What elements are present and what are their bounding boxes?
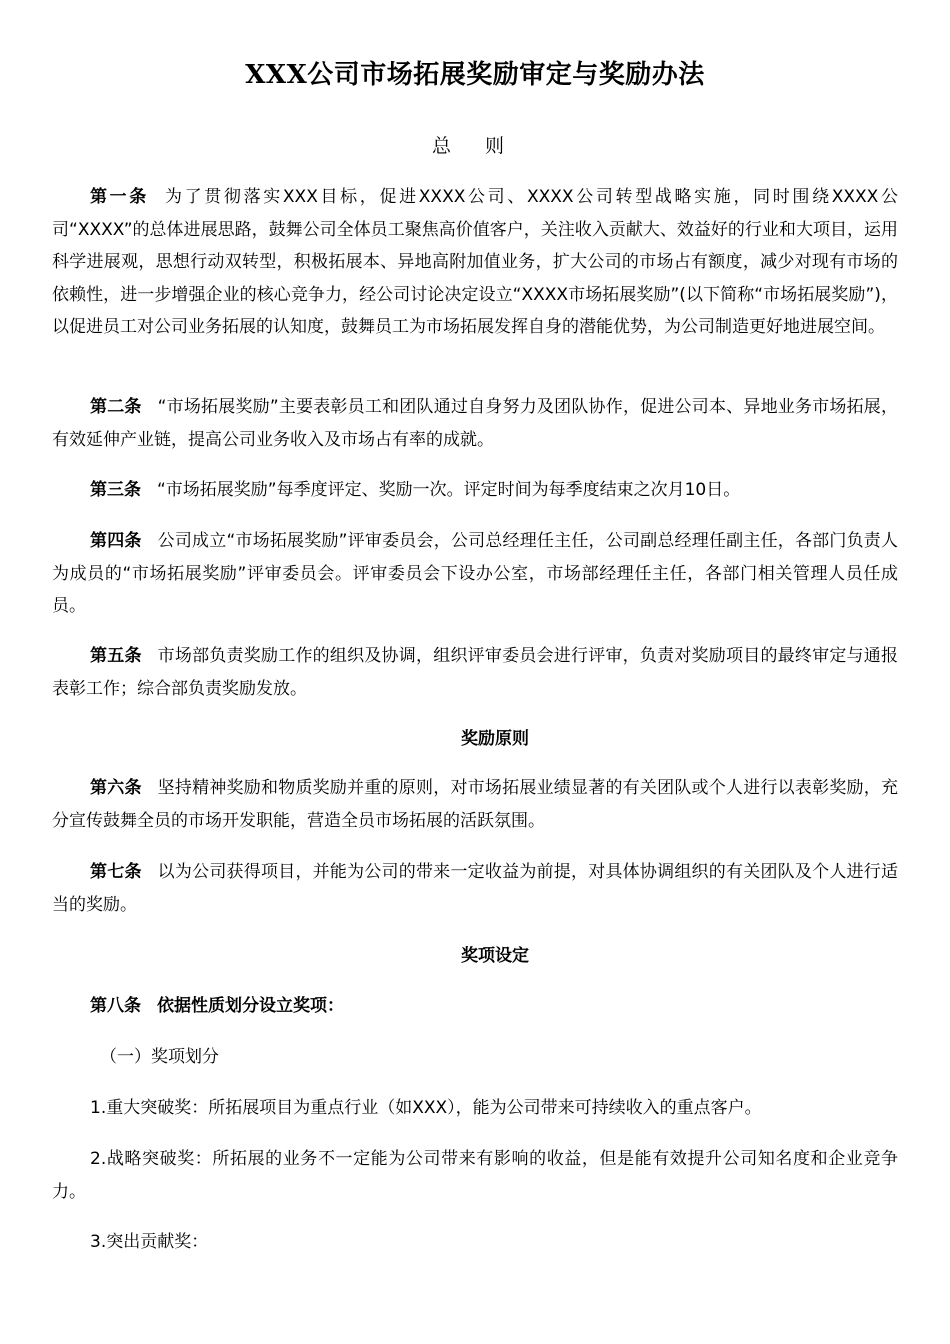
article-text: 以为公司获得项目，并能为公司的带来一定收益为前提，对具体协调组织的有关团队及个人进行适当的奖励。	[52, 862, 899, 915]
document-title: XXX公司市场拓展奖励审定与奖励办法	[245, 60, 705, 90]
article-label: 第四条	[90, 531, 142, 551]
article-2	[52, 391, 898, 456]
article-text: 市场部负责奖励工作的组织及协调，组织评审委员会进行评审，负责对奖励项目的最终审定与通报表彰工作；综合部负责奖励发放。	[52, 646, 899, 699]
article-4	[52, 525, 898, 623]
article-label: 第六条	[90, 778, 142, 798]
award-division-heading: （一）奖项划分	[100, 1047, 219, 1067]
article-5	[52, 640, 898, 705]
article-1	[52, 181, 898, 344]
award-item-1: 1.重大突破奖：所拓展项目为重点行业（如XXX），能为公司带来可持续收入的重点客户。	[90, 1098, 762, 1118]
article-8	[52, 990, 898, 1023]
article-label: 第八条	[90, 996, 141, 1016]
article-label: 第五条	[90, 646, 142, 666]
award-item-3: 3.突出贡献奖：	[90, 1232, 209, 1252]
article-text: 依据性质划分设立奖项：	[157, 996, 344, 1016]
article-text: 坚持精神奖励和物质奖励并重的原则，对市场拓展业绩显著的有关团队或个人进行以表彰奖励，充分宣传鼓舞全员的市场开发职能，营造全员市场拓展的活跃氛围。	[52, 778, 899, 831]
article-label: 第三条	[90, 480, 141, 500]
award-item-2: 2.战略突破奖：所拓展的业务不一定能为公司带来有影响的收益，但是能有效提升公司知名度和企业竞争力。	[52, 1149, 898, 1202]
article-6	[52, 772, 898, 837]
article-7	[52, 856, 898, 921]
article-text: 为了贯彻落实XXX目标，促进XXXX公司、XXXX公司转型战略实施，同时围绕XXXX公司“XXXX”的总体进展思路，鼓舞公司全体员工聚焦高价值客户，关注收入贡献大、效益好的行业和大项目，运用科学进展观，思想行动双转型，积极拓展本、异地高附加值业务，扩大公司的市场占有额度，减少对现有市场的依赖性，进一步增强企业的核心竞争力，经公司讨论决定设立“XXXX市场拓展奖励”(以下简称“市场拓展奖励”)，以促进员工对公司业务拓展的认知度，鼓舞员工为市场拓展发挥自身的潜能优势，为公司制造更好地进展空间。	[52, 187, 898, 337]
article-label: 第七条	[90, 862, 142, 882]
article-text: “市场拓展奖励”主要表彰员工和团队通过自身努力及团队协作，促进公司本、异地业务市场拓展，有效延伸产业链，提高公司业务收入及市场占有率的成就。	[52, 397, 899, 450]
article-label: 第一条	[90, 187, 149, 207]
article-text: 公司成立“市场拓展奖励”评审委员会，公司总经理任主任，公司副总经理任副主任，各部门负责人为成员的“市场拓展奖励”评审委员会。评审委员会下设办公室，市场部经理任主任，各部门相关管理人员任成员。	[52, 531, 899, 616]
article-label: 第二条	[90, 397, 142, 417]
article-text: “市场拓展奖励”每季度评定、奖励一次。评定时间为每季度结束之次月10日。	[157, 480, 741, 500]
section-heading-principles: 奖励原则	[461, 729, 529, 749]
section-heading-general: 总 则	[431, 135, 519, 157]
article-3	[52, 474, 898, 507]
section-heading-awards: 奖项设定	[461, 946, 529, 966]
